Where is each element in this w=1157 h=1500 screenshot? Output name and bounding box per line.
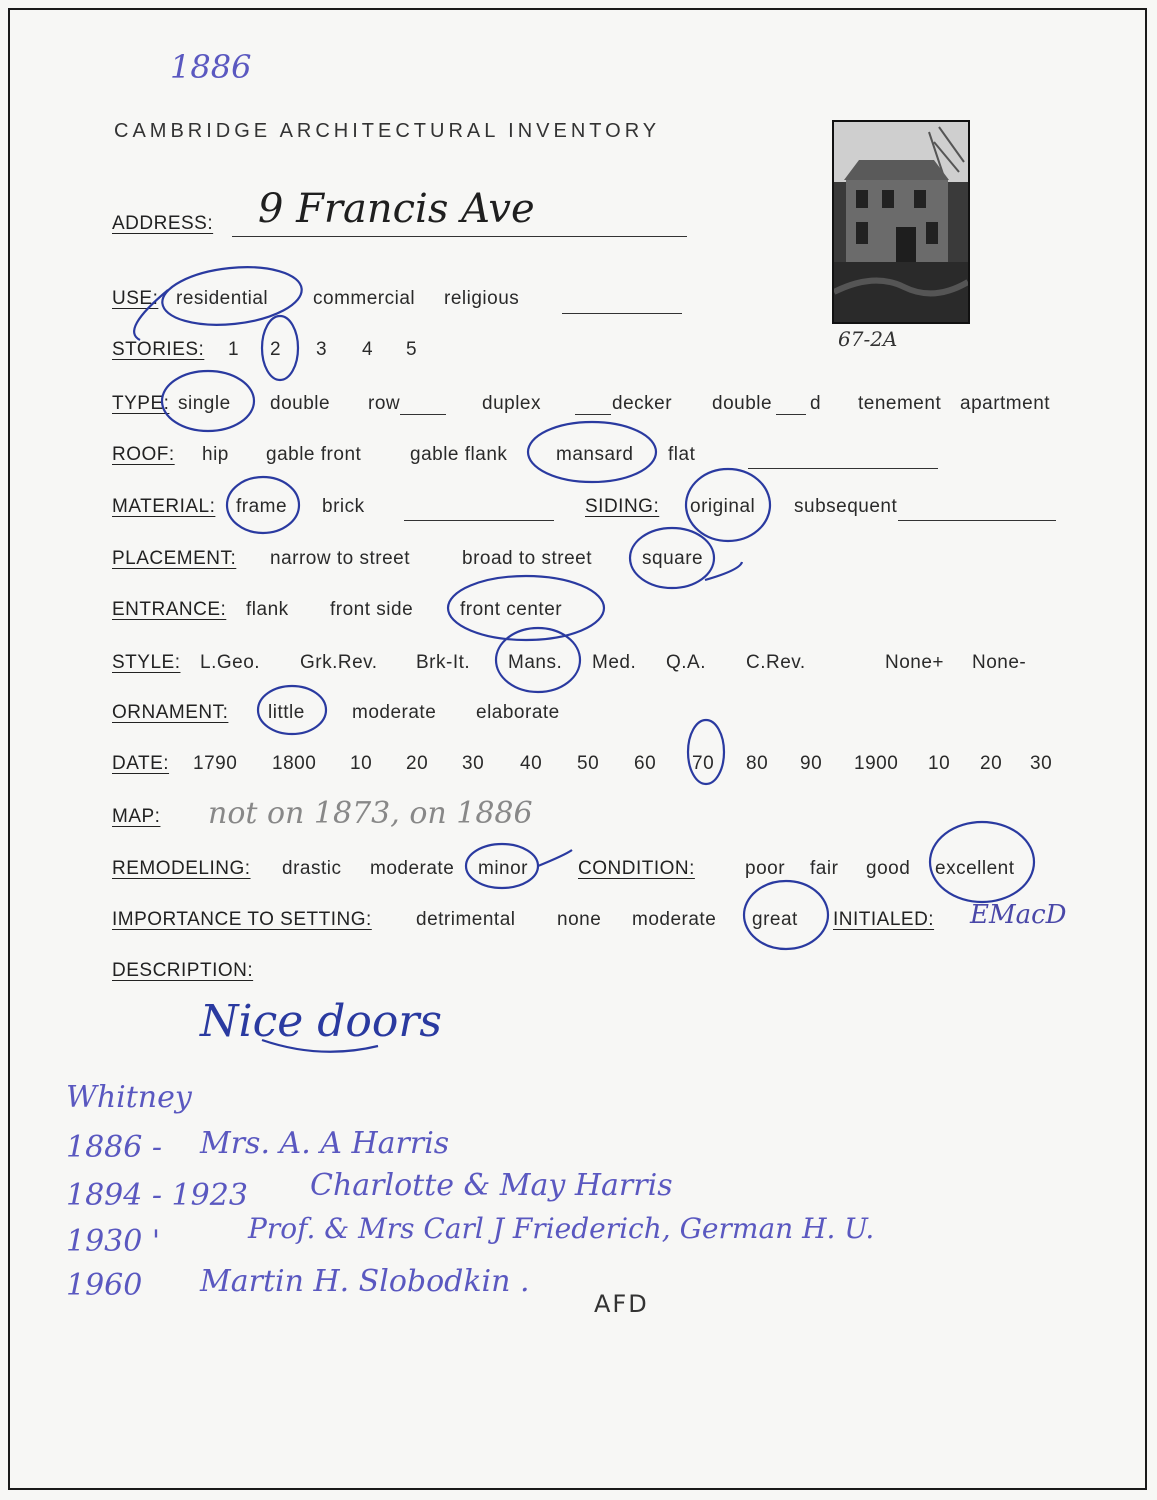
importance-label: IMPORTANCE TO SETTING: (112, 909, 372, 930)
stories-option-4[interactable]: 4 (362, 339, 374, 360)
style-option-brkit[interactable]: Brk-It. (416, 652, 471, 673)
house-image (834, 122, 968, 322)
history-year-3: 1930 ' (66, 1224, 161, 1259)
siding-label: SIDING: (585, 496, 660, 517)
description-label: DESCRIPTION: (112, 960, 254, 981)
history-year-1: 1886 - (66, 1130, 163, 1165)
style-option-qa[interactable]: Q.A. (666, 652, 707, 673)
stories-label: STORIES: (112, 339, 205, 360)
initialed-value[interactable]: EMacD (970, 900, 1067, 930)
history-text-4: Martin H. Slobodkin . (200, 1264, 530, 1299)
condition-option-fair[interactable]: fair (810, 858, 839, 879)
history-text-3: Prof. & Mrs Carl J Friederich, German H. U. (248, 1212, 875, 1245)
history-year-2: 1894 - 1923 (66, 1178, 248, 1213)
stories-option-5[interactable]: 5 (406, 339, 418, 360)
date-option-1790[interactable]: 1790 (193, 753, 238, 774)
history-year-4: 1960 (66, 1268, 143, 1303)
roof-option-mansard[interactable]: mansard (556, 444, 634, 465)
siding-other-line (898, 520, 1056, 521)
stories-option-3[interactable]: 3 (316, 339, 328, 360)
placement-option-square[interactable]: square (642, 548, 704, 569)
material-other-line (404, 520, 554, 521)
style-option-mans[interactable]: Mans. (508, 652, 563, 673)
use-option-commercial[interactable]: commercial (313, 288, 416, 309)
material-label: MATERIAL: (112, 496, 216, 517)
roof-other-line (748, 468, 938, 469)
condition-option-excellent[interactable]: excellent (935, 858, 1015, 879)
ornament-label: ORNAMENT: (112, 702, 229, 723)
type-option-duplex[interactable]: duplex (482, 393, 541, 414)
address-line (232, 236, 687, 237)
date-option-90[interactable]: 90 (800, 753, 823, 774)
stories-option-1[interactable]: 1 (228, 339, 240, 360)
ornament-option-moderate[interactable]: moderate (352, 702, 437, 723)
date-option-40[interactable]: 40 (520, 753, 543, 774)
type-decker-line (575, 414, 611, 415)
history-text-1: Mrs. A. A Harris (200, 1126, 450, 1161)
date-option-60[interactable]: 60 (634, 753, 657, 774)
date-option-80[interactable]: 80 (746, 753, 769, 774)
building-photo (832, 120, 970, 324)
type-option-d[interactable]: d (810, 393, 822, 414)
placement-option-broad[interactable]: broad to street (462, 548, 593, 569)
type-option-double-d[interactable]: double (712, 393, 773, 414)
type-option-single[interactable]: single (178, 393, 231, 414)
map-label: MAP: (112, 806, 161, 827)
roof-option-flat[interactable]: flat (668, 444, 696, 465)
initialed-label: INITIALED: (833, 909, 935, 930)
material-option-frame[interactable]: frame (236, 496, 288, 517)
type-label: TYPE: (112, 393, 170, 414)
entrance-option-front-side[interactable]: front side (330, 599, 414, 620)
form-title: CAMBRIDGE ARCHITECTURAL INVENTORY (114, 120, 661, 142)
map-value[interactable]: not on 1873, on 1886 (208, 796, 533, 831)
type-row-line (400, 414, 446, 415)
style-option-none-plus[interactable]: None+ (885, 652, 945, 673)
entrance-option-flank[interactable]: flank (246, 599, 289, 620)
roof-option-hip[interactable]: hip (202, 444, 229, 465)
remodeling-option-drastic[interactable]: drastic (282, 858, 342, 879)
entrance-label: ENTRANCE: (112, 599, 227, 620)
year-note: 1886 (170, 48, 252, 86)
date-option-1920[interactable]: 20 (980, 753, 1003, 774)
history-text-2: Charlotte & May Harris (310, 1168, 673, 1203)
roof-option-gable-front[interactable]: gable front (266, 444, 362, 465)
use-other-line (562, 313, 682, 314)
address-label: ADDRESS: (112, 213, 214, 234)
condition-option-good[interactable]: good (866, 858, 911, 879)
style-option-crev[interactable]: C.Rev. (746, 652, 806, 673)
photo-caption: 67-2A (838, 327, 898, 351)
material-option-brick[interactable]: brick (322, 496, 365, 517)
style-option-none-minus[interactable]: None- (972, 652, 1027, 673)
condition-option-poor[interactable]: poor (745, 858, 786, 879)
entrance-option-front-center[interactable]: front center (460, 599, 563, 620)
history-source: Whitney (66, 1080, 192, 1115)
type-option-double[interactable]: double (270, 393, 331, 414)
importance-option-moderate[interactable]: moderate (632, 909, 717, 930)
siding-option-original[interactable]: original (690, 496, 756, 517)
style-option-lgeo[interactable]: L.Geo. (200, 652, 261, 673)
date-label: DATE: (112, 753, 170, 774)
type-option-tenement[interactable]: tenement (858, 393, 942, 414)
date-option-10[interactable]: 10 (350, 753, 373, 774)
date-option-1900[interactable]: 1900 (854, 753, 899, 774)
style-option-med[interactable]: Med. (592, 652, 637, 673)
placement-label: PLACEMENT: (112, 548, 237, 569)
date-option-1930[interactable]: 30 (1030, 753, 1053, 774)
history-signature: AFD (594, 1290, 649, 1318)
condition-label: CONDITION: (578, 858, 695, 879)
date-option-30[interactable]: 30 (462, 753, 485, 774)
importance-option-none[interactable]: none (557, 909, 602, 930)
date-option-1910[interactable]: 10 (928, 753, 951, 774)
roof-option-gable-flank[interactable]: gable flank (410, 444, 508, 465)
type-option-decker[interactable]: decker (612, 393, 673, 414)
ornament-option-elaborate[interactable]: elaborate (476, 702, 560, 723)
use-option-residential[interactable]: residential (176, 288, 269, 309)
type-option-apartment[interactable]: apartment (960, 393, 1051, 414)
date-option-20[interactable]: 20 (406, 753, 429, 774)
use-option-religious[interactable]: religious (444, 288, 520, 309)
importance-option-great[interactable]: great (752, 909, 798, 930)
importance-option-detrimental[interactable]: detrimental (416, 909, 516, 930)
use-label: USE: (112, 288, 159, 309)
style-option-grkrev[interactable]: Grk.Rev. (300, 652, 378, 673)
placement-option-narrow[interactable]: narrow to street (270, 548, 410, 569)
remodeling-option-moderate[interactable]: moderate (370, 858, 455, 879)
ornament-option-little[interactable]: little (268, 702, 305, 723)
stories-option-2[interactable]: 2 (270, 339, 282, 360)
style-label: STYLE: (112, 652, 181, 673)
date-option-1800[interactable]: 1800 (272, 753, 317, 774)
roof-label: ROOF: (112, 444, 175, 465)
remodeling-label: REMODELING: (112, 858, 251, 879)
type-option-row[interactable]: row (368, 393, 401, 414)
date-option-50[interactable]: 50 (577, 753, 600, 774)
date-option-70[interactable]: 70 (692, 753, 715, 774)
siding-option-subsequent[interactable]: subsequent (794, 496, 898, 517)
remodeling-option-minor[interactable]: minor (478, 858, 529, 879)
type-double-d-line (776, 414, 806, 415)
address-value[interactable]: 9 Francis Ave (258, 186, 535, 232)
description-value[interactable]: Nice doors (200, 996, 442, 1047)
